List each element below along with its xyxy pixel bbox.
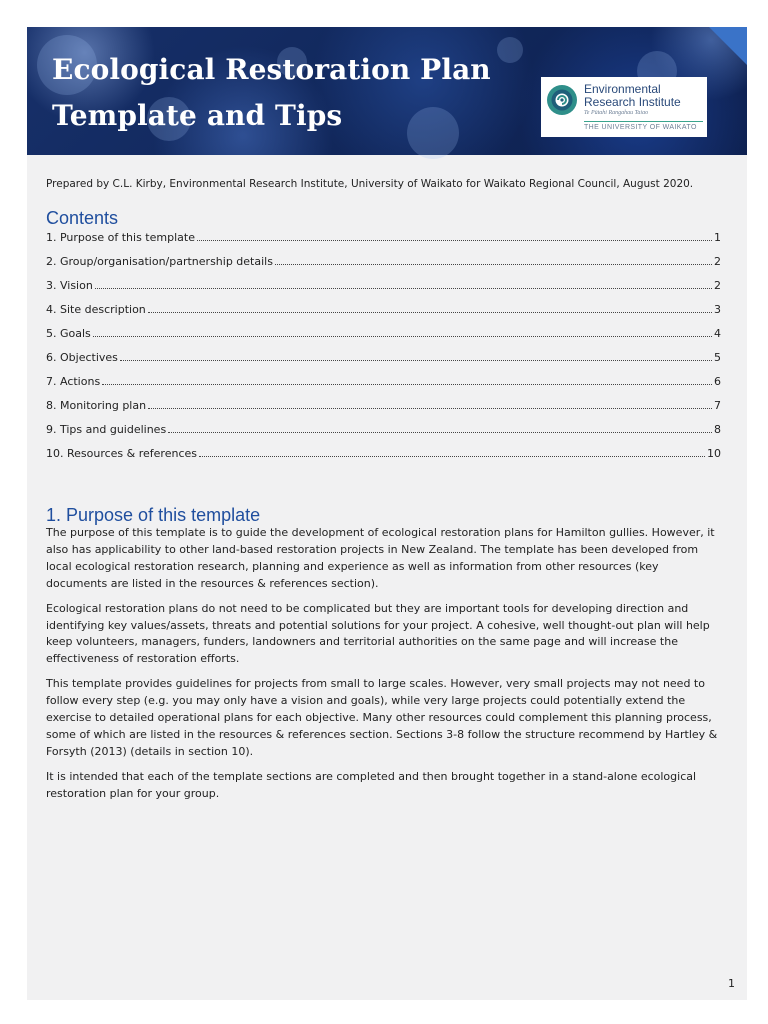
toc-entry-page: 8: [714, 423, 721, 436]
toc-dot-leader: [168, 431, 712, 433]
toc-entry[interactable]: [46, 326, 721, 350]
toc-entry-label: 5. Goals: [46, 327, 91, 340]
toc-entry-label: 9. Tips and guidelines: [46, 423, 167, 436]
toc-entry-page: 7: [714, 399, 721, 412]
toc-dot-leader: [148, 311, 712, 313]
toc-entry-label: 6. Objectives: [46, 351, 118, 364]
toc-entry-label: 3. Vision: [46, 279, 93, 292]
prepared-by-note: Prepared by C.L. Kirby, Environmental Research Institute, University of Waikato for Waikato Regional Council, August 2020.: [46, 178, 694, 190]
paragraph: The purpose of this template is to guide the development of ecological restoration plans for Hamilton gullies. However, it also has applicability to other land-based restoration projects in New Zealand. The template has been developed from local ecological restoration research, planning and experience as well as information from other resources (key documents are listed in the resources & references section).: [46, 526, 715, 590]
toc-dot-leader: [148, 407, 712, 409]
document-page: [27, 27, 747, 1000]
toc-entry-page: 2: [714, 255, 721, 268]
toc-dot-leader: [120, 359, 712, 361]
toc-entry-label: 2. Group/organisation/partnership details: [46, 255, 273, 268]
toc-entry[interactable]: [46, 254, 721, 278]
toc-entry-label: 7. Actions: [46, 375, 101, 388]
toc-entry-page: 5: [714, 351, 721, 364]
toc-dot-leader: [93, 335, 712, 337]
page-number: 1: [728, 977, 735, 990]
logo-divider: [584, 121, 703, 122]
paragraph: It is intended that each of the template sections are completed and then brought together in a stand-alone ecological restoration plan for your group.: [46, 769, 697, 800]
header-banner: [27, 27, 747, 155]
toc-dot-leader: [102, 383, 712, 385]
toc-entry[interactable]: [46, 302, 721, 326]
toc-entry-page: 3: [714, 303, 721, 316]
logo-tagline: Te Pūtahi Rangahau Taiao: [584, 110, 649, 116]
toc-entry-page: 6: [714, 375, 721, 388]
toc-entry-page: 4: [714, 327, 721, 340]
toc-dot-leader: [95, 287, 712, 289]
toc-entry[interactable]: [46, 398, 721, 422]
toc-dot-leader: [199, 455, 705, 457]
section-1-heading: 1. Purpose of this template: [46, 505, 261, 525]
toc-entry-label: 1. Purpose of this template: [46, 231, 195, 244]
toc-dot-leader: [197, 239, 712, 241]
document-title: [52, 47, 491, 139]
toc-entry-page: 10: [707, 447, 721, 460]
toc-entry[interactable]: [46, 446, 721, 470]
title-line-2: Template and Tips: [52, 99, 343, 132]
toc-entry[interactable]: [46, 278, 721, 302]
logo-name-line-2: Research Institute: [584, 95, 681, 109]
banner-corner-accent: [709, 27, 747, 65]
koru-logo-icon: [545, 83, 579, 117]
paragraph: Ecological restoration plans do not need to be complicated but they are important tools for developing direction and identifying key values/assets, threats and potential solutions for your project. A cohesive, well thought-out plan will help keep volunteers, managers, funders, landowners and territorial authorities on the same page and will increase the effectiveness of restoration efforts.: [46, 601, 710, 666]
toc-entry-page: 2: [714, 279, 721, 292]
toc-entry[interactable]: [46, 374, 721, 398]
toc-entry[interactable]: [46, 350, 721, 374]
document-body: [46, 176, 721, 811]
toc-dot-leader: [275, 263, 712, 265]
contents-heading: Contents: [46, 208, 119, 228]
institute-logo: [541, 77, 707, 137]
toc-entry-label: 8. Monitoring plan: [46, 399, 147, 412]
table-of-contents: [46, 230, 721, 470]
logo-name-line-1: Environmental: [584, 82, 661, 96]
toc-entry-label: 10. Resources & references: [46, 447, 197, 460]
toc-entry[interactable]: [46, 422, 721, 446]
toc-entry[interactable]: [46, 230, 721, 254]
logo-university: THE UNIVERSITY OF WAIKATO: [584, 124, 697, 131]
paragraph: This template provides guidelines for projects from small to large scales. However, very small projects may not need to follow every step (e.g. you may only have a vision and goals), while very large projects could potentially extend the exercise to detailed operational plans for each objective. Many other resources could complement this planning process, some of which are listed in the resources & references section. Sections 3-8 follow the structure recommend by Hartley & Forsyth (2013) (details in section 10).: [46, 677, 718, 758]
title-line-1: Ecological Restoration Plan: [52, 53, 491, 86]
toc-entry-label: 4. Site description: [46, 303, 146, 316]
toc-entry-page: 1: [714, 231, 721, 244]
section-1-body: [46, 525, 721, 803]
